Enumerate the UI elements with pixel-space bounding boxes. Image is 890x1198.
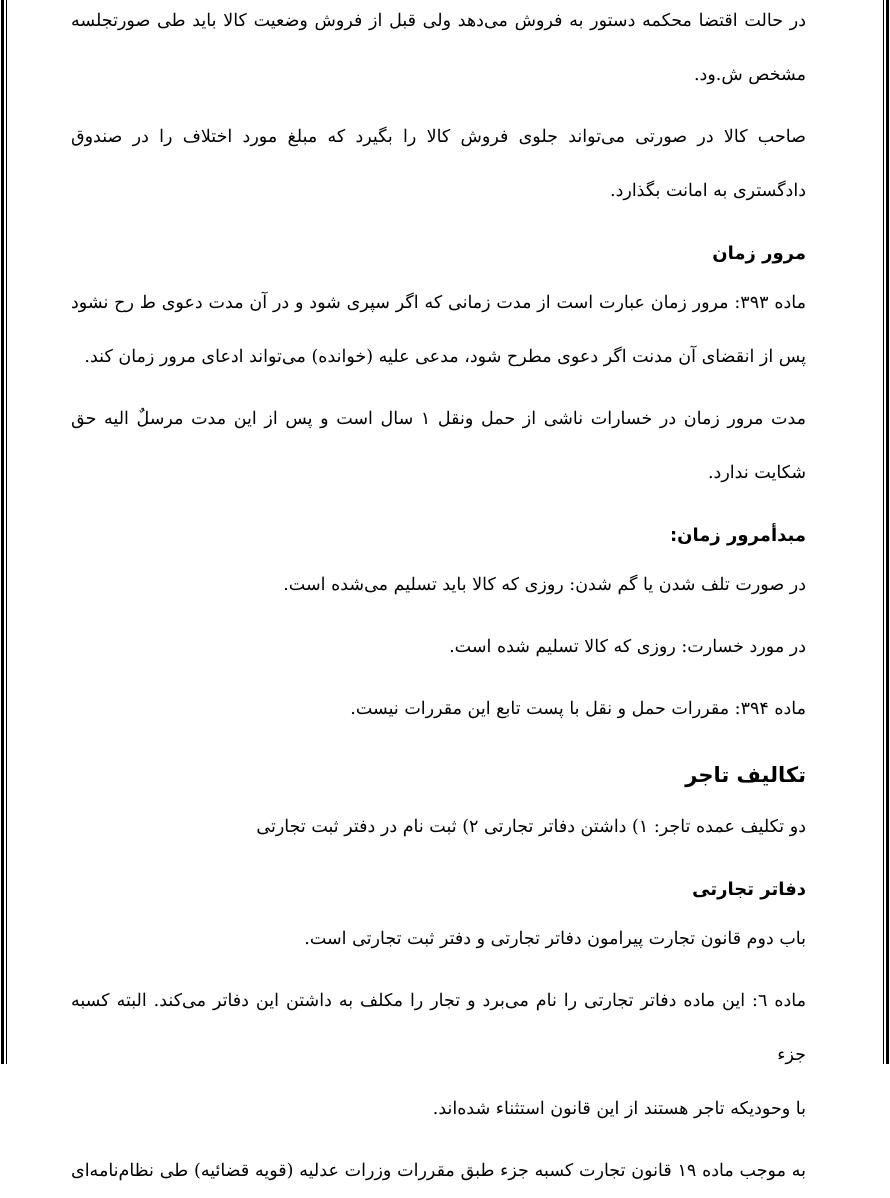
paragraph-line: در حالت اقتضا محکمه دستور به فروش می‌دهد ولی قبل از فروش وضعیت کالا باید طی صورتجلسه xyxy=(71,11,806,31)
paragraph-line: دو تکلیف عمده تاجر: ۱) داشتن دفاتر تجارتی ۲) ثبت نام در دفتر ثبت تجارتی xyxy=(256,817,806,837)
paragraph-line: دادگستری به امانت بگذارد. xyxy=(610,181,806,201)
paragraph-line: ماده ٦: این ماده دفاتر تجارتی را نام می‌برد و تجار را مکلف به داشتن این دفاتر می‌کند. البته کسبه جزء xyxy=(71,991,806,1065)
section-heading-takalif: تکالیف تاجر xyxy=(685,763,806,787)
section-heading-morur-zaman: مرور زمان xyxy=(712,243,806,264)
document-body xyxy=(71,0,806,1198)
paragraph-line: مدت مرور زمان در خسارات ناشی از حمل ونقل ۱ سال است و پس از این مدت مرسلٌ الیه حق xyxy=(71,409,807,429)
paragraph-line: پس از انقضای آن مدنت اگر دعوی مطرح شود، مدعی علیه (خوانده) می‌تواند ادعای مرور زمان کند. xyxy=(84,347,806,367)
paragraph-line: ماده ۳۹۴: مقررات حمل و نقل با پست تابع این مقررات نیست. xyxy=(350,699,806,719)
paragraph-line: به موجب ماده ۱۹ قانون تجارت کسبه جزء طبق مقررات وزرات عدلیه (قویه قضائیه) طی نظام‌نامه‌ای xyxy=(71,1161,806,1181)
paragraph-line: در مورد خسارت: روزی که کالا تسلیم شده است. xyxy=(449,637,806,657)
paragraph-line: با وحودیکه تاجر هستند از این قانون استثناء شده‌اند. xyxy=(432,1099,806,1119)
paragraph-line: در صورت تلف شدن یا گم شدن: روزی که کالا باید تسلیم می‌شده است. xyxy=(283,575,806,595)
paragraph-line: ماده ۳۹۳: مرور زمان عبارت است از مدت زمانی که اگر سپری شود و در آن مدت دعوی ط رح نشود xyxy=(71,293,806,313)
paragraph-line: شکایت ندارد. xyxy=(707,463,806,483)
right-border-outer xyxy=(886,0,889,1064)
right-border-inner xyxy=(883,0,884,1064)
paragraph-line: باب دوم قانون تجارت پیرامون دفاتر تجارتی و دفتر ثبت تجارتی است. xyxy=(304,929,806,949)
section-heading-mabda: مبدأمرور زمان: xyxy=(669,525,806,546)
left-border-inner xyxy=(6,0,7,1064)
section-heading-dafater: دفاتر تجارتی xyxy=(692,879,806,900)
paragraph-line: صاحب کالا در صورتی می‌تواند جلوی فروش کالا را بگیرد که مبلغ مورد اختلاف را در صندوق xyxy=(71,127,806,147)
paragraph-line: مشخص ش.ود. xyxy=(693,65,806,85)
left-border-outer xyxy=(1,0,4,1064)
